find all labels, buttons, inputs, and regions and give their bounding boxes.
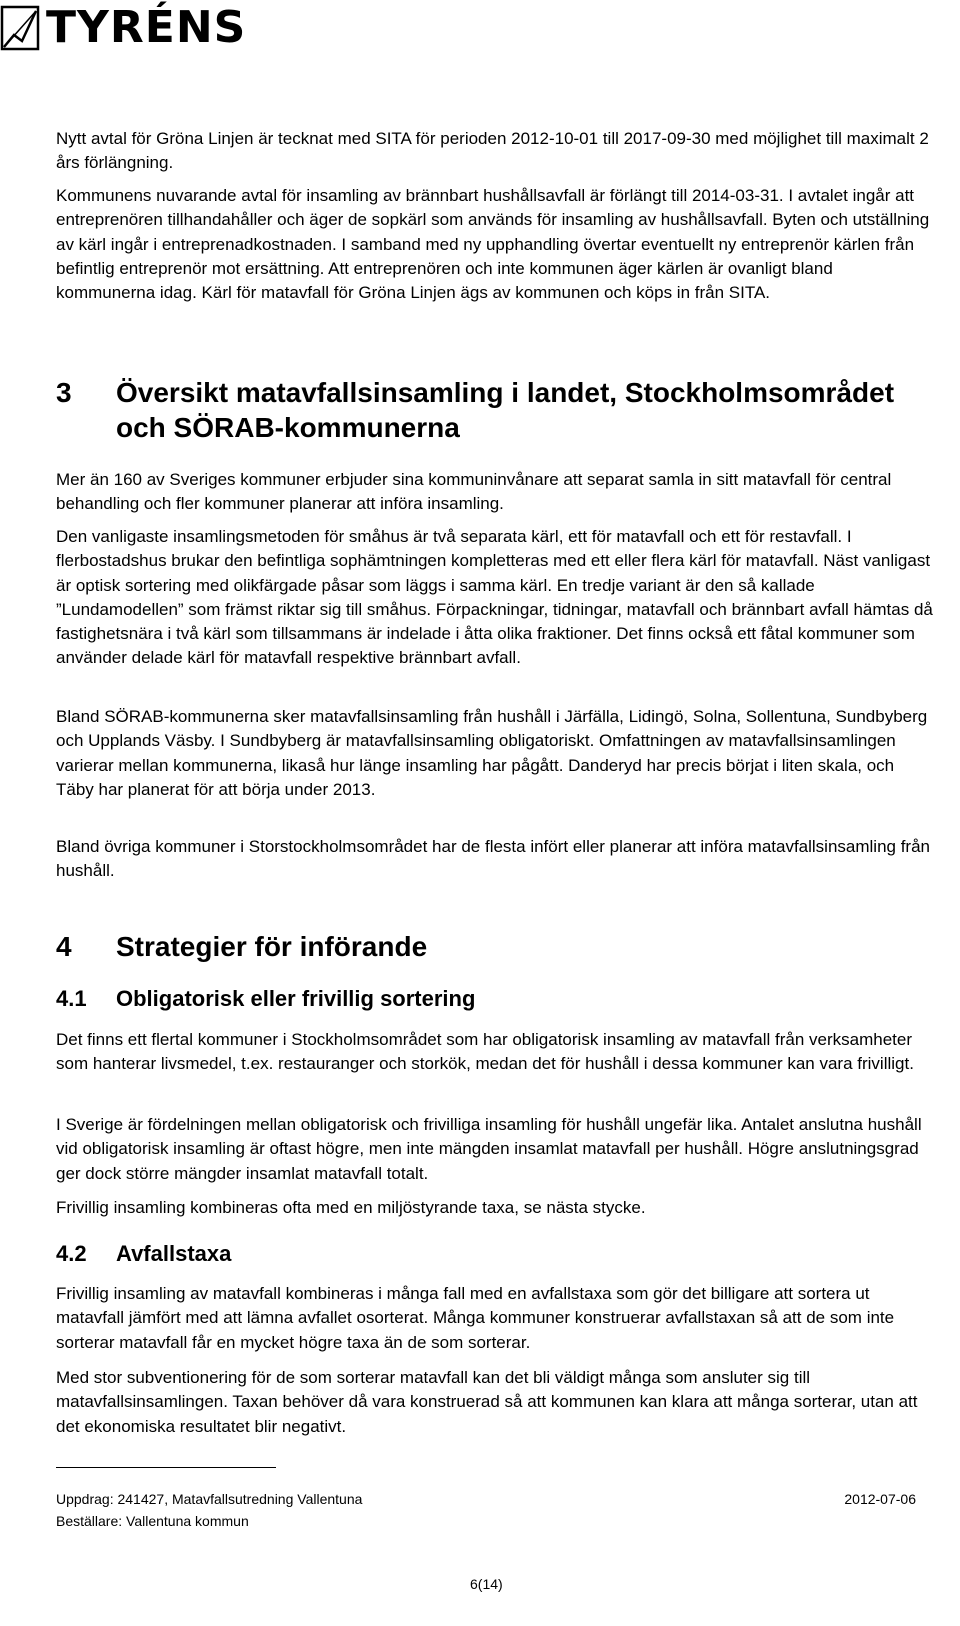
paragraph-current-agreement: Kommunens nuvarande avtal för insamling av brännbart hushållsavfall är förlängt till 2014-03-31. I avtalet ingår att entreprenören tillhandahåller och äger de sopkärl som används för insamling av hushållsavfall. Byten och utställning av kärl ingår i entreprenadkostnaden. I samband med ny upphandling övertar eventuellt ny entreprenör kärlen från befintlig entreprenör mot ersättning. Att entreprenören och inte kommunen äger kärlen är ovanligt bland kommunerna idag. Kärl för matavfall för Gröna Linjen ägs av kommunen och köps in från SITA. xyxy=(56,186,930,303)
section-3-paragraph-1: Mer än 160 av Sveriges kommuner erbjuder sina kommuninvånare att separat samla in sitt matavfall för central behandling och fler kommuner planerar att införa insamling. xyxy=(56,470,892,514)
footer-client: Beställare: Vallentuna kommun xyxy=(56,1513,249,1529)
footer-assignment: Uppdrag: 241427, Matavfallsutredning Vallentuna xyxy=(56,1491,363,1507)
section-4-1-paragraph-3: Frivillig insamling kombineras ofta med en miljöstyrande taxa, se nästa stycke. xyxy=(56,1198,646,1217)
section-4-heading: 4 Strategier för införande xyxy=(56,931,428,962)
section-3-heading: 3 Översikt matavfallsinsamling i landet, Stockholmsområdet och SÖRAB-kommunerna xyxy=(56,377,895,443)
paragraph-gröna-linjen: Nytt avtal för Gröna Linjen är tecknat med SITA för perioden 2012-10-01 till 2017-09-30 med möjlighet till maximalt 2 års förlängning. xyxy=(56,129,929,173)
section-4-2-heading: 4.2 Avfallstaxa xyxy=(56,1241,232,1266)
section-3-paragraph-3: Bland SÖRAB-kommunerna sker matavfallsinsamling från hushåll i Järfälla, Lidingö, Solna, Sollentuna, Sundbyberg och Upplands Väsby. I Sundbyberg är matavfallsinsamling obligatoriskt. Omfattningen av matavfallsinsamlingen varierar mellan kommunerna, likaså hur länge insamling har pågått. Danderyd har precis börjat i liten skala, och Täby har planerat för att börja under 2013. xyxy=(56,707,928,799)
section-4-2-paragraph-2: Med stor subventionering för de som sorterar matavfall kan det bli väldigt många som ansluter sig till matavfallsinsamlingen. Taxan behöver då vara konstruerad så att kommunen kan klara att många sorterar, utan att det ekonomiska resultatet blir negativt. xyxy=(56,1368,918,1436)
section-3-paragraph-4: Bland övriga kommuner i Storstockholmsområdet har de flesta infört eller planerar att införa matavfallsinsamling från hushåll. xyxy=(56,837,931,881)
section-4-2-paragraph-1: Frivillig insamling av matavfall kombineras i många fall med en avfallstaxa som gör det billigare att sortera ut matavfall jämfört med att lämna avfallet osorterat. Många kommuner konstruerar avfallstaxan så att de som inte sorterar matavfall får en mycket högre taxa än de som sorterar. xyxy=(56,1284,895,1352)
page-number: 6(14) xyxy=(470,1576,503,1592)
section-4-1-paragraph-1: Det finns ett flertal kommuner i Stockholmsområdet som har obligatorisk insamling av matavfall från verksamheter som hanterar livsmedel, t.ex. restauranger och storkök, medan det för hushåll i dessa kommuner kan vara frivilligt. xyxy=(56,1030,914,1074)
section-4-1-paragraph-2: I Sverige är fördelningen mellan obligatorisk och frivilliga insamling för hushåll ungefär lika. Antalet anslutna hushåll vid obligatorisk insamling är oftast högre, men inte mängden insamlat matavfall per hushåll. Högre anslutningsgrad ger dock större mängder insamlat matavfall totalt. xyxy=(56,1115,922,1183)
tyrens-logo-icon xyxy=(0,5,40,51)
section-3-paragraph-2: Den vanligaste insamlingsmetoden för småhus är två separata kärl, ett för matavfall och ett för restavfall. I flerbostadshus brukar den befintliga sophämtningen kompletteras med ett eller flera kärl för matavfall. Näst vanligast är optisk sortering med olikfärgade påsar som läggs i samma kärl. En tredje variant är den så kallade ”Lundamodellen” som främst riktar sig till småhus. Förpackningar, tidningar, matavfall och brännbart avfall hämtas då fastighetsnära i två kärl som tillsammans är indelade i åtta olika fraktioner. Det finns också ett fåtal kommuner som använder delade kärl för matavfall respektive brännbart avfall. xyxy=(56,527,933,668)
company-logo xyxy=(0,0,246,56)
footer-date: 2012-07-06 xyxy=(844,1491,916,1507)
footer-divider xyxy=(56,1467,276,1468)
brand-name: TYRÉNS xyxy=(46,2,247,53)
section-4-1-heading: 4.1 Obligatorisk eller frivillig sortering xyxy=(56,986,476,1011)
